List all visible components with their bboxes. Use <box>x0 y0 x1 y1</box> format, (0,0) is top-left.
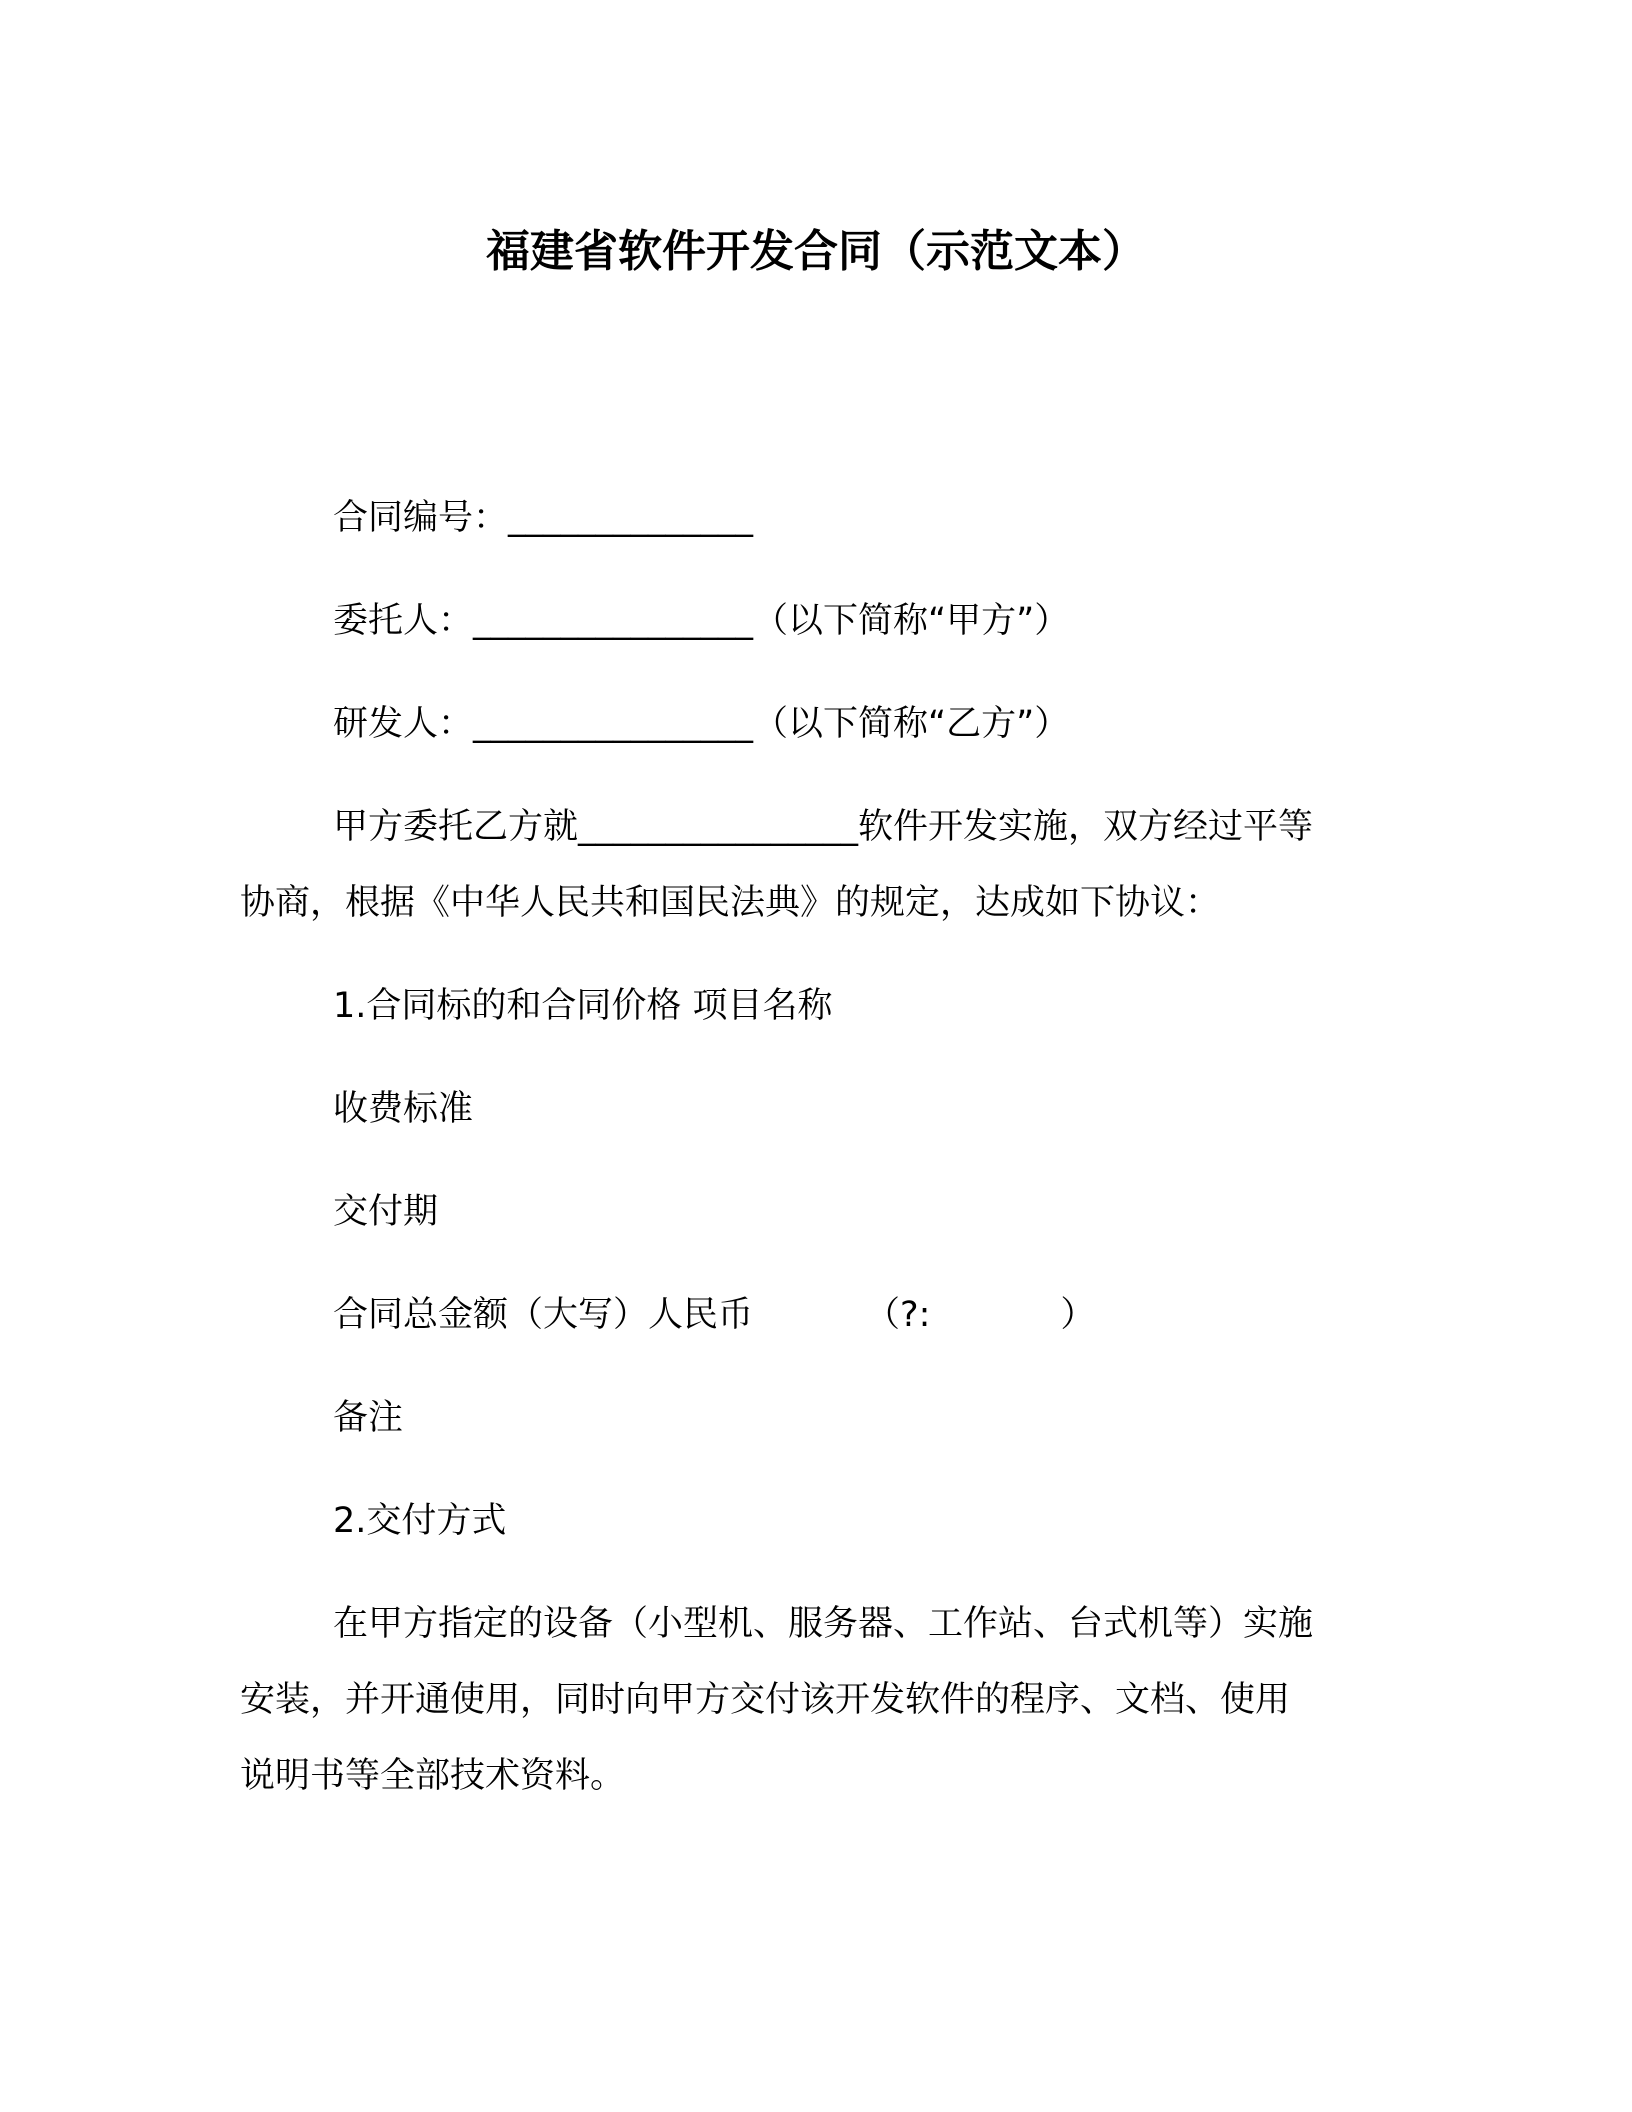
section2-heading: 2.交付方式 <box>333 1501 507 1541</box>
amount-numeric-open: （?: <box>865 1295 931 1335</box>
client-line: 委托人：________________（以下简称“甲方”） <box>333 601 1070 641</box>
total-amount-line <box>333 1290 1095 1340</box>
delivery-paragraph-line-3: 说明书等全部技术资料。 <box>240 1756 626 1796</box>
intro-line-1: 甲方委托乙方就________________软件开发实施，双方经过平等 <box>333 807 1314 847</box>
total-amount-label: 合同总金额（大写）人民币 <box>333 1295 754 1335</box>
delivery-paragraph-line-2: 安装，并开通使用，同时向甲方交付该开发软件的程序、文档、使用 <box>240 1680 1291 1720</box>
intro-line-2: 协商，根据《中华人民共和国民法典》的规定，达成如下协议： <box>240 883 1221 923</box>
document-title: 福建省软件开发合同（示范文本） <box>486 226 1146 277</box>
delivery-period-line: 交付期 <box>333 1192 439 1232</box>
section1-heading: 1.合同标的和合同价格 项目名称 <box>333 986 833 1026</box>
developer-line: 研发人：________________（以下简称“乙方”） <box>333 704 1070 744</box>
remarks-line: 备注 <box>333 1398 404 1438</box>
contract-number-line: 合同编号：______________ <box>333 498 754 538</box>
delivery-paragraph-line-1: 在甲方指定的设备（小型机、服务器、工作站、台式机等）实施 <box>333 1604 1314 1644</box>
amount-numeric-close: ） <box>1060 1295 1096 1335</box>
fee-standard-line: 收费标准 <box>333 1089 474 1129</box>
